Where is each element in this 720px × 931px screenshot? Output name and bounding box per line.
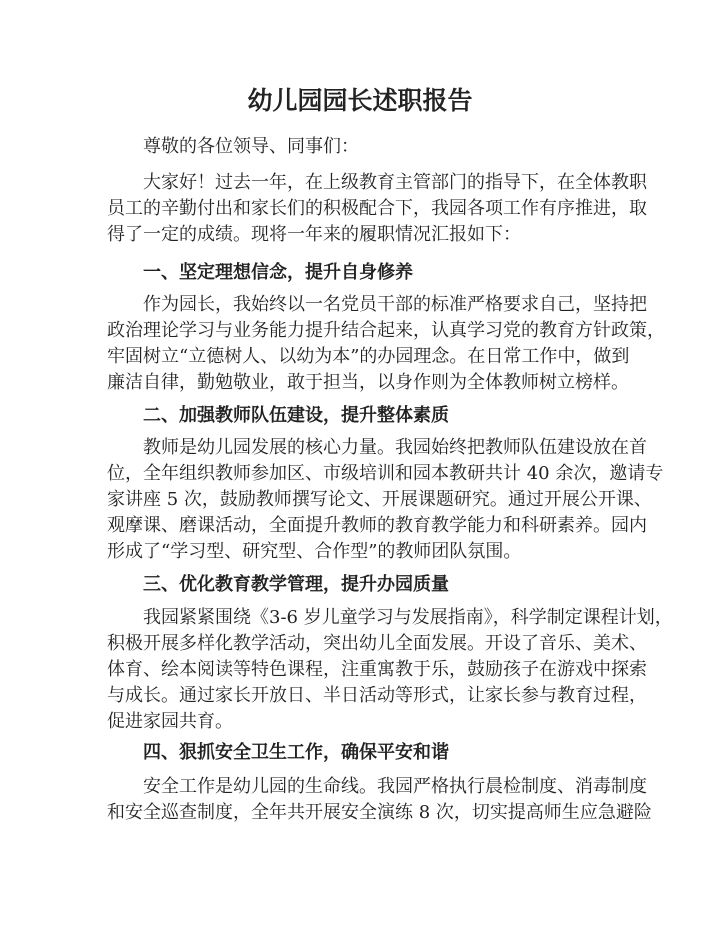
- paragraph-line: 大家好！过去一年，在上级教育主管部门的指导下，在全体教职: [143, 172, 647, 193]
- section-paragraph: [107, 435, 663, 565]
- paragraph-line: 和安全巡查制度，全年共开展安全演练 8 次，切实提高师生应急避险: [107, 802, 652, 823]
- section-paragraph: [107, 292, 665, 396]
- paragraph-line: 政治理论学习与业务能力提升结合起来，认真学习党的教育方针政策，: [107, 320, 665, 341]
- section-paragraph: [107, 774, 652, 826]
- paragraph-line: 促进家园共育。: [107, 711, 233, 732]
- paragraph-line: 积极开展多样化教学活动，突出幼儿全面发展。开设了音乐、美术、: [107, 633, 647, 654]
- intro-paragraph: [107, 170, 647, 248]
- section-heading: 三、优化教育教学管理，提升办园质量: [143, 574, 449, 595]
- paragraph-line: 观摩课、磨课活动，全面提升教师的教育教学能力和科研素养。园内: [107, 515, 647, 536]
- paragraph-line: 员工的辛勤付出和家长们的积极配合下，我园各项工作有序推进，取: [107, 198, 647, 219]
- paragraph-line: 体育、绘本阅读等特色课程，注重寓教于乐，鼓励孩子在游戏中探索: [107, 659, 647, 680]
- section-heading: 二、加强教师队伍建设，提升整体素质: [143, 405, 449, 426]
- paragraph-line: 廉洁自律，勤勉敬业，敢于担当，以身作则为全体教师树立榜样。: [107, 372, 629, 393]
- paragraph-line: 作为园长，我始终以一名党员干部的标准严格要求自己，坚持把: [143, 294, 647, 315]
- paragraph-line: 牢固树立“立德树人、以幼为本”的办园理念。在日常工作中，做到: [107, 346, 630, 367]
- paragraph-line: 我园紧紧围绕《3-6 岁儿童学习与发展指南》，科学制定课程计划，: [143, 607, 673, 628]
- section-heading: 一、坚定理想信念，提升自身修养: [143, 262, 413, 283]
- document-title: 幼儿园园长述职报告: [247, 86, 473, 115]
- section-paragraph: [107, 605, 673, 735]
- paragraph-line: 教师是幼儿园发展的核心力量。我园始终把教师队伍建设放在首: [143, 437, 647, 458]
- greeting: 尊敬的各位领导、同事们：: [143, 136, 359, 157]
- paragraph-line: 与成长。通过家长开放日、半日活动等形式，让家长参与教育过程，: [107, 685, 647, 706]
- paragraph-line: 得了一定的成绩。现将一年来的履职情况汇报如下：: [107, 224, 521, 245]
- paragraph-line: 位，全年组织教师参加区、市级培训和园本教研共计 40 余次，邀请专: [107, 463, 664, 484]
- section-heading: 四、狠抓安全卫生工作，确保平安和谐: [143, 742, 449, 763]
- paragraph-line: 安全工作是幼儿园的生命线。我园严格执行晨检制度、消毒制度: [143, 776, 647, 797]
- paragraph-line: 家讲座 5 次，鼓励教师撰写论文、开展课题研究。通过开展公开课、: [107, 489, 652, 510]
- paragraph-line: 形成了“学习型、研究型、合作型”的教师团队氛围。: [107, 541, 522, 562]
